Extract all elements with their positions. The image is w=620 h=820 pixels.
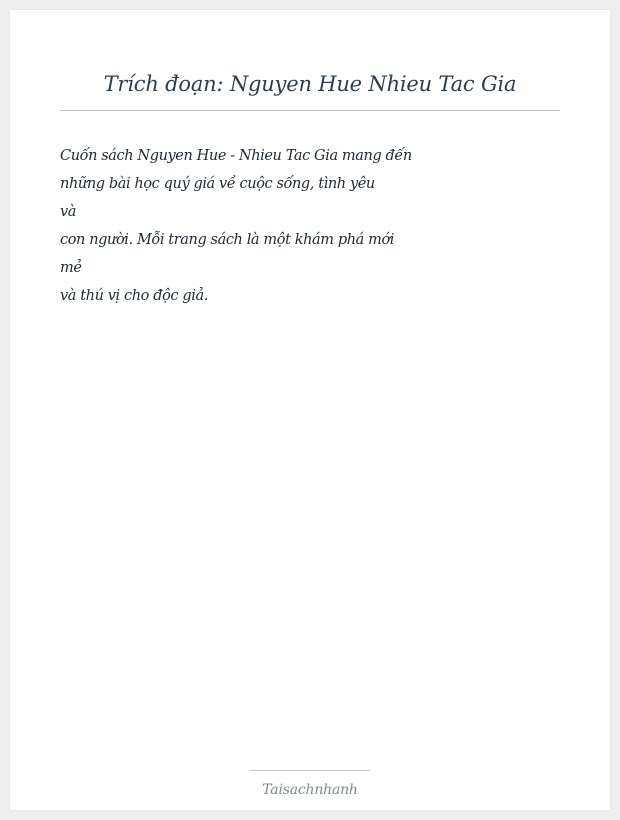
- excerpt-line: và thú vị cho độc giả.: [60, 288, 208, 304]
- document-page: [10, 10, 610, 810]
- footer-divider: [250, 770, 370, 771]
- page-title: Trích đoạn: Nguyen Hue Nhieu Tac Gia: [103, 72, 517, 96]
- title-divider: [60, 110, 560, 111]
- excerpt-line: những bài học quý giá về cuộc sống, tình yêu: [60, 176, 375, 192]
- excerpt-line: Cuốn sách Nguyen Hue - Nhieu Tac Gia mang đến: [60, 148, 412, 164]
- excerpt-body: [60, 142, 560, 310]
- excerpt-line: mẻ: [60, 260, 82, 276]
- excerpt-line: và: [60, 204, 77, 220]
- excerpt-line: con người. Mỗi trang sách là một khám phá mới: [60, 232, 395, 248]
- footer-brand: Taisachnhanh: [262, 782, 358, 798]
